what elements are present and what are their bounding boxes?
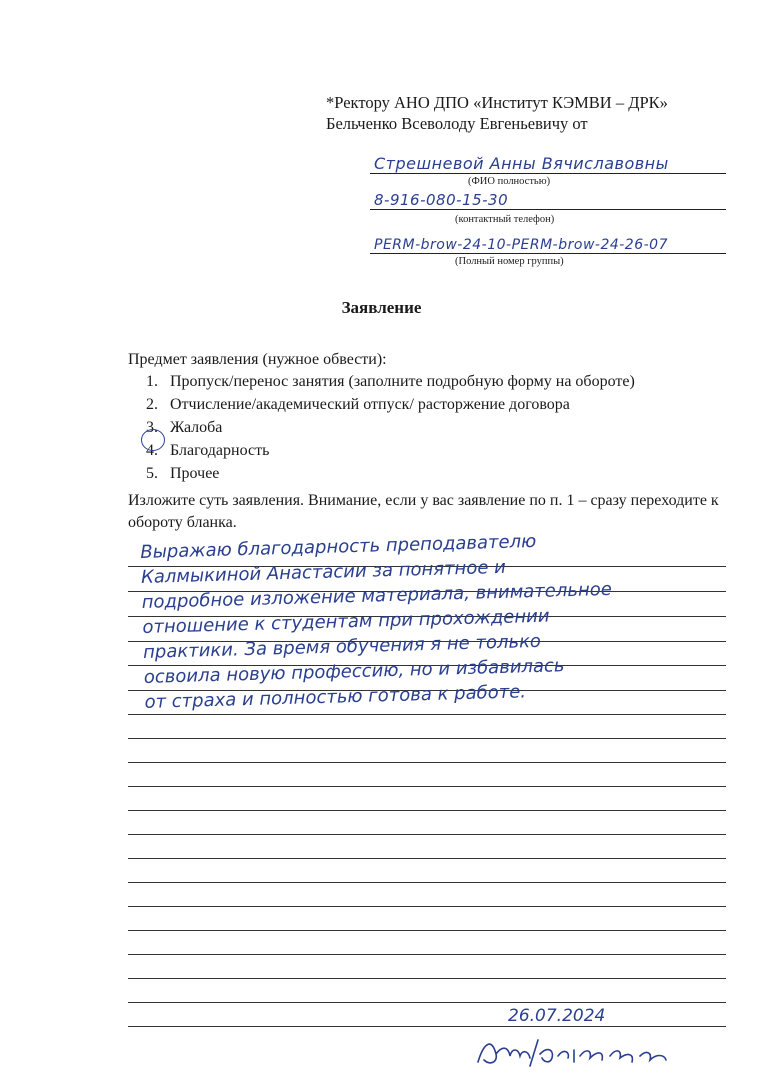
ruled-line <box>128 1026 726 1027</box>
ruled-line <box>128 954 726 955</box>
date-value: 26.07.2024 <box>508 1006 606 1026</box>
addressee-line-2: Бельченко Всеволоду Евгеньевичу от <box>326 114 588 133</box>
phone-value: 8-916-080-15-30 <box>374 191 509 209</box>
ruled-line <box>128 906 726 907</box>
addressee-line-1: *Ректору АНО ДПО «Институт КЭМВИ – ДРК» <box>326 93 668 112</box>
name-caption: (ФИО полностью) <box>468 176 551 187</box>
subject-option-5[interactable]: 5. Прочее <box>146 465 220 482</box>
subject-label: Предмет заявления (нужное обвести): <box>128 351 387 368</box>
subject-option-1[interactable]: 1. Пропуск/перенос занятия (заполните подробную форму на обороте) <box>146 373 635 390</box>
name-value: Стрешневой Анны Вячиславовны <box>374 154 669 173</box>
signature-handwritten <box>470 1032 710 1072</box>
ruled-line <box>128 978 726 979</box>
ruled-line <box>128 762 726 763</box>
ruled-line <box>128 738 726 739</box>
statement-line-2: Калмыкиной Анастасии за понятное и <box>140 556 507 588</box>
instruction-text: Изложите суть заявления. Внимание, если у вас заявление по п. 1 – сразу переходите к обороту бланка. <box>128 492 719 531</box>
group-value: PERM-brow-24-10-PERM-brow-24-26-07 <box>374 237 668 253</box>
subject-option-2[interactable]: 2. Отчисление/академический отпуск/ расторжение договора <box>146 396 570 413</box>
ruled-line <box>128 714 726 715</box>
statement-line-7: от страха и полностью готова к работе. <box>144 681 527 713</box>
statement-line-4: отношение к студентам при прохождении <box>142 605 550 638</box>
ruled-line <box>128 858 726 859</box>
subject-option-4[interactable]: 4. Благодарность <box>146 442 270 459</box>
statement-line-1: Выражаю благодарность преподавателю <box>140 530 537 563</box>
group-caption: (Полный номер группы) <box>455 256 564 267</box>
statement-line-3: подробное изложение материала, внимательное <box>141 578 613 613</box>
ruled-line <box>128 882 726 883</box>
ruled-line <box>128 1002 726 1003</box>
statement-line-6: освоила новую профессию, но и избавилась <box>143 655 565 688</box>
ruled-line <box>128 786 726 787</box>
page-title: Заявление <box>341 298 422 317</box>
ruled-line <box>128 930 726 931</box>
statement-handwriting[interactable] <box>140 524 735 715</box>
subject-option-3[interactable]: 3. Жалоба <box>146 419 223 436</box>
statement-line-5: практики. За время обучения я не только <box>142 630 542 663</box>
phone-caption: (контактный телефон) <box>455 214 555 225</box>
ruled-line <box>128 810 726 811</box>
ruled-line <box>128 834 726 835</box>
